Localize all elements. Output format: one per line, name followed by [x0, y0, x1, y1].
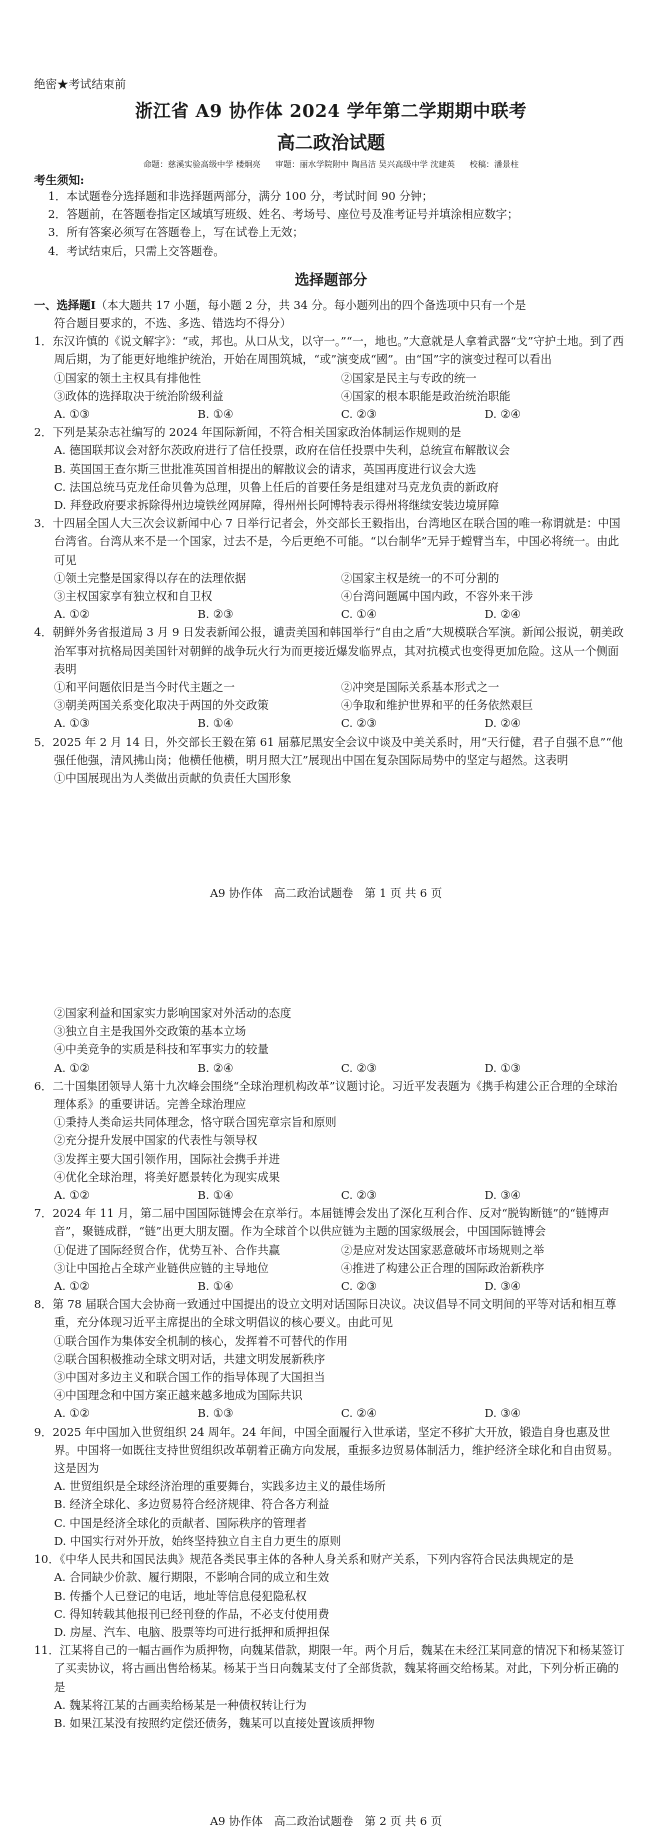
exam-title: 浙江省 A9 协作体 2024 学年第二学期期中联考 — [135, 102, 527, 122]
choice-b: B. ②③ — [197, 608, 234, 622]
question-5 — [34, 734, 628, 789]
choice-c: C. ②④ — [341, 1407, 377, 1421]
option: ①促进了国际经贸合作，优势互补、合作共赢 — [54, 1243, 280, 1257]
option: ④中国理念和中国方案正越来越多地成为国际共识 — [54, 1389, 303, 1403]
choice-a: A. ①② — [54, 1280, 90, 1294]
part-desc-1: （本大题共 17 小题，每小题 2 分，共 34 分。每小题列出的四个备选项中只有一个是 — [95, 298, 527, 312]
page-footer: A9 协作体 高二政治试题卷 第 1 页 共 6 页 — [209, 887, 443, 900]
option: A. 魏某将江某的古画卖给杨某是一种债权转让行为 — [54, 1698, 307, 1712]
option: ①秉持人类命运共同体理念，恪守联合国宪章宗旨和原则 — [54, 1116, 337, 1130]
choice-d: D. ③④ — [484, 1189, 521, 1203]
choice-c: C. ②③ — [341, 1280, 377, 1294]
question-stem: 2．下列是某杂志社编写的 2024 年国际新闻，不符合相关国家政治体制运作规则的是 — [34, 426, 462, 440]
option: A. 世贸组织是全球经济治理的重要舞台，实践多边主义的最佳场所 — [54, 1480, 386, 1494]
question-stem: 1．东汉许慎的《说文解字》：“或，邦也。从口从戈，以守一。”“一，地也。”大意就是人拿着武器“戈”守护土地。到了西周后期，为了能更好地维护统治，开始在周围筑城，“或”演变成“國”。由“国”字的演变过程可以看出 — [34, 335, 624, 367]
option: ④国家的根本职能是政治统治职能 — [341, 389, 511, 403]
option: ②充分提升发展中国家的代表性与领导权 — [54, 1134, 258, 1148]
option: ②冲突是国际关系基本形式之一 — [341, 681, 500, 695]
option: ④台湾问题属中国内政，不容外来干涉 — [341, 590, 534, 604]
option: D. 拜登政府要求拆除得州边境铁丝网屏障，得州州长阿博特表示得州将继续安装边境屏障 — [54, 499, 500, 513]
question-stem: 9．2025 年中国加入世贸组织 24 周年。24 年间，中国全面履行入世承诺，坚定不移扩大开放，锻造自身也惠及世界。中国将一如既往支持世贸组织改革朝着正确方向发展，重振多边贸易体制活力，维护经济全球化和自由贸易。这是因为 — [34, 1425, 619, 1476]
choice-d: D. ①③ — [484, 1061, 521, 1075]
choice-c: C. ①④ — [341, 608, 377, 622]
choice-d: D. ③④ — [484, 1407, 521, 1421]
part-label: 一、选择题Ⅰ — [34, 297, 96, 312]
question-stem: 8．第 78 届联合国大会协商一致通过中国提出的设立文明对话国际日决议。决议倡导不同文明间的平等对话和相互尊重，充分体现习近平主席提出的全球文明倡议的核心要义。由此可见 — [34, 1298, 617, 1330]
option: ④优化全球治理，将美好愿景转化为现实成果 — [54, 1170, 280, 1184]
choice-a: A. ①② — [54, 1061, 90, 1075]
option: ①和平问题依旧是当今时代主题之一 — [54, 681, 235, 695]
option: ①国家的领土主权具有排他性 — [54, 371, 201, 385]
question-stem: 3．十四届全国人大三次会议新闻中心 7 日举行记者会，外交部长王毅指出，台湾地区在联合国的唯一称谓就是：中国台湾省。台湾从来不是一个国家，过去不是，今后更绝不可能。“以台制华”无异于螳臂当车，中国必将统一。由此可见 — [34, 517, 621, 567]
section-title: 选择题部分 — [294, 271, 368, 289]
option: C. 得知转载其他报刊已经刊登的作品，不必支付使用费 — [54, 1607, 330, 1621]
question-11 — [34, 1642, 628, 1733]
option: ①领土完整是国家得以存在的法理依据 — [54, 571, 247, 585]
question-7 — [34, 1205, 628, 1296]
note-item: 3．所有答案必须写在答题卷上，写在试卷上无效； — [48, 226, 304, 240]
option: ③发挥主要大国引领作用，国际社会携手并进 — [54, 1152, 280, 1166]
choice-b: B. ①④ — [197, 1189, 234, 1203]
option: ③主权国家享有独立权和自卫权 — [54, 590, 213, 604]
question-stem: 7．2024 年 11 月，第二届中国国际链博会在京举行。本届链博会发出了深化互利合作、反对“脱钩断链”的“链博声音”，聚链成群，“链”出更大朋友圈。作为全球首个以供应链为主题的国家级展会，中国国际链博会 — [34, 1207, 610, 1239]
option: ②国家主权是统一的不可分割的 — [341, 571, 500, 585]
choice-b: B. ②④ — [197, 1061, 234, 1075]
option: ①联合国作为集体安全机制的核心，发挥着不可替代的作用 — [54, 1334, 348, 1348]
choice-a: A. ①③ — [54, 717, 90, 731]
option: ③中国对多边主义和联合国工作的指导体现了大国担当 — [54, 1371, 326, 1385]
credit-proofreader: 校稿：潘景柱 — [469, 159, 519, 169]
note-item: 4．考试结束后，只需上交答题卷。 — [48, 244, 225, 258]
option: D. 中国实行对外开放，始终坚持独立自主自力更生的原则 — [54, 1534, 341, 1548]
choice-c: C. ②③ — [341, 1189, 377, 1203]
question-10 — [34, 1551, 628, 1642]
choice-c: C. ②③ — [341, 408, 377, 422]
question-stem: 4．朝鲜外务省报道局 3 月 9 日发表新闻公报，谴责美国和韩国举行“自由之盾”大规模联合军演。新闻公报说，朝美政治军事对抗格局因美国针对朝鲜的战争玩火行为而更接近爆发临界点，其对抗模式也变得更加危险。这从一个侧面表明 — [34, 626, 624, 676]
part-desc-2: 符合题目要求的，不选、多选、错选均不得分） — [54, 317, 292, 331]
page-footer: A9 协作体 高二政治试题卷 第 2 页 共 6 页 — [209, 1815, 443, 1828]
choice-a: A. ①② — [54, 608, 90, 622]
choice-d: D. ②④ — [484, 608, 521, 622]
choice-c: C. ②③ — [341, 1061, 377, 1075]
choice-d: D. ②④ — [484, 717, 521, 731]
credits-line — [34, 159, 628, 170]
choice-a: A. ①② — [54, 1407, 90, 1421]
question-9 — [34, 1424, 628, 1551]
page-1-content — [34, 76, 628, 788]
option: ③政体的选择取决于统治阶级利益 — [54, 389, 224, 403]
secret-mark: 绝密★考试结束前 — [34, 77, 126, 91]
note-item: 1．本试题卷分选择题和非选择题两部分，满分 100 分，考试时间 90 分钟； — [48, 190, 434, 203]
credit-author: 命题：慈溪实验高级中学 楼炯亮 — [143, 159, 261, 169]
choice-a: A. ①② — [54, 1189, 90, 1203]
question-stem: 6．二十国集团领导人第十九次峰会围绕“全球治理机构改革”议题讨论。习近平发表题为《携手构建公正合理的全球治理体系》的重要讲话。完善全球治理应 — [34, 1079, 618, 1112]
option: ④争取和维护世界和平的任务依然艰巨 — [341, 699, 534, 713]
choice-b: B. ①④ — [197, 1280, 234, 1294]
option: ④推进了构建公正合理的国际政治新秩序 — [341, 1261, 545, 1275]
choice-d: D. ③④ — [484, 1280, 521, 1294]
exam-page-2 — [0, 955, 652, 1842]
option: ③朝美两国关系变化取决于两国的外交政策 — [54, 699, 269, 713]
option: ③让中国抢占全球产业链供应链的主导地位 — [54, 1261, 269, 1275]
choice-a: A. ①③ — [54, 408, 90, 422]
page-2-content — [34, 1005, 628, 1733]
question-2 — [34, 424, 628, 515]
option: D. 房屋、汽车、电脑、股票等均可进行抵押和质押担保 — [54, 1625, 330, 1639]
choice-d: D. ②④ — [484, 408, 521, 422]
option: ②国家利益和国家实力影响国家对外活动的态度 — [54, 1007, 292, 1020]
option: ③独立自主是我国外交政策的基本立场 — [54, 1025, 247, 1039]
option: B. 经济全球化、多边贸易符合经济规律、符合各方利益 — [54, 1498, 330, 1512]
option: A. 合同缺少价款、履行期限，不影响合同的成立和生效 — [54, 1571, 330, 1585]
question-6 — [34, 1078, 628, 1205]
choice-b: B. ①③ — [197, 1407, 234, 1421]
question-stem: 10．《中华人民共和国民法典》规范各类民事主体的各种人身关系和财产关系，下列内容符合民法典规定的是 — [34, 1553, 574, 1567]
option: ②联合国积极推动全球文明对话，共建文明发展新秩序 — [54, 1352, 326, 1366]
choice-b: B. ①④ — [197, 408, 234, 422]
part-instruction — [34, 296, 628, 333]
notes-title: 考生须知: — [34, 173, 85, 187]
question-stem: 11．江某将自己的一幅古画作为质押物，向魏某借款，期限一年。两个月后，魏某在未经江某同意的情况下和杨某签订了买卖协议，将古画出售给杨某。杨某于当日向魏某支付了全部货款，魏某将画交给杨某。对此，下列分析正确的是 — [34, 1644, 625, 1694]
page-gap — [0, 920, 652, 955]
choice-b: B. ①④ — [197, 717, 234, 731]
question-1 — [34, 333, 628, 424]
question-4 — [34, 624, 628, 733]
option: B. 如果江某没有按照约定偿还债务，魏某可以直接处置该质押物 — [54, 1716, 375, 1730]
option: ②是应对发达国家恶意破坏市场规则之举 — [341, 1243, 545, 1257]
option: A. 德国联邦议会对舒尔茨政府进行了信任投票，政府在信任投票中失利，总统宣布解散议会 — [54, 444, 510, 458]
question-8 — [34, 1296, 628, 1423]
credit-reviewer: 审题：丽水学院附中 陶昌洁 吴兴高级中学 沈建英 — [275, 159, 455, 169]
subject-title: 高二政治试题 — [277, 133, 385, 154]
option: B. 英国国王查尔斯三世批准英国首相提出的解散议会的请求，英国再度进行议会大选 — [54, 462, 477, 476]
choice-c: C. ②③ — [341, 717, 377, 731]
option: C. 中国是经济全球化的贡献者、国际秩序的管理者 — [54, 1516, 307, 1530]
option: ①中国展现出为人类做出贡献的负责任大国形象 — [54, 772, 292, 786]
note-item: 2．答题前，在答题卷指定区域填写班级、姓名、考场号、座位号及准考证号并填涂相应数字； — [48, 208, 519, 222]
question-stem: 5．2025 年 2 月 14 日，外交部长王毅在第 61 届慕尼黑安全会议中谈及中美关系时，用“天行健，君子自强不息”“他强任他强，清风拂山岗；他横任他横，明月照大江”展现出中国在复杂国际局势中的坚定与超然。这表明 — [34, 735, 623, 767]
option: C. 法国总统马克龙任命贝鲁为总理，贝鲁上任后的首要任务是组建对马克龙负责的新政府 — [54, 480, 499, 494]
option: ②国家是民主与专政的统一 — [341, 371, 477, 385]
question-3 — [34, 515, 628, 624]
option: ④中美竞争的实质是科技和军事实力的较量 — [54, 1043, 269, 1057]
question-5-continued — [34, 1005, 628, 1078]
option: B. 传播个人已登记的电话，地址等信息侵犯隐私权 — [54, 1589, 307, 1603]
